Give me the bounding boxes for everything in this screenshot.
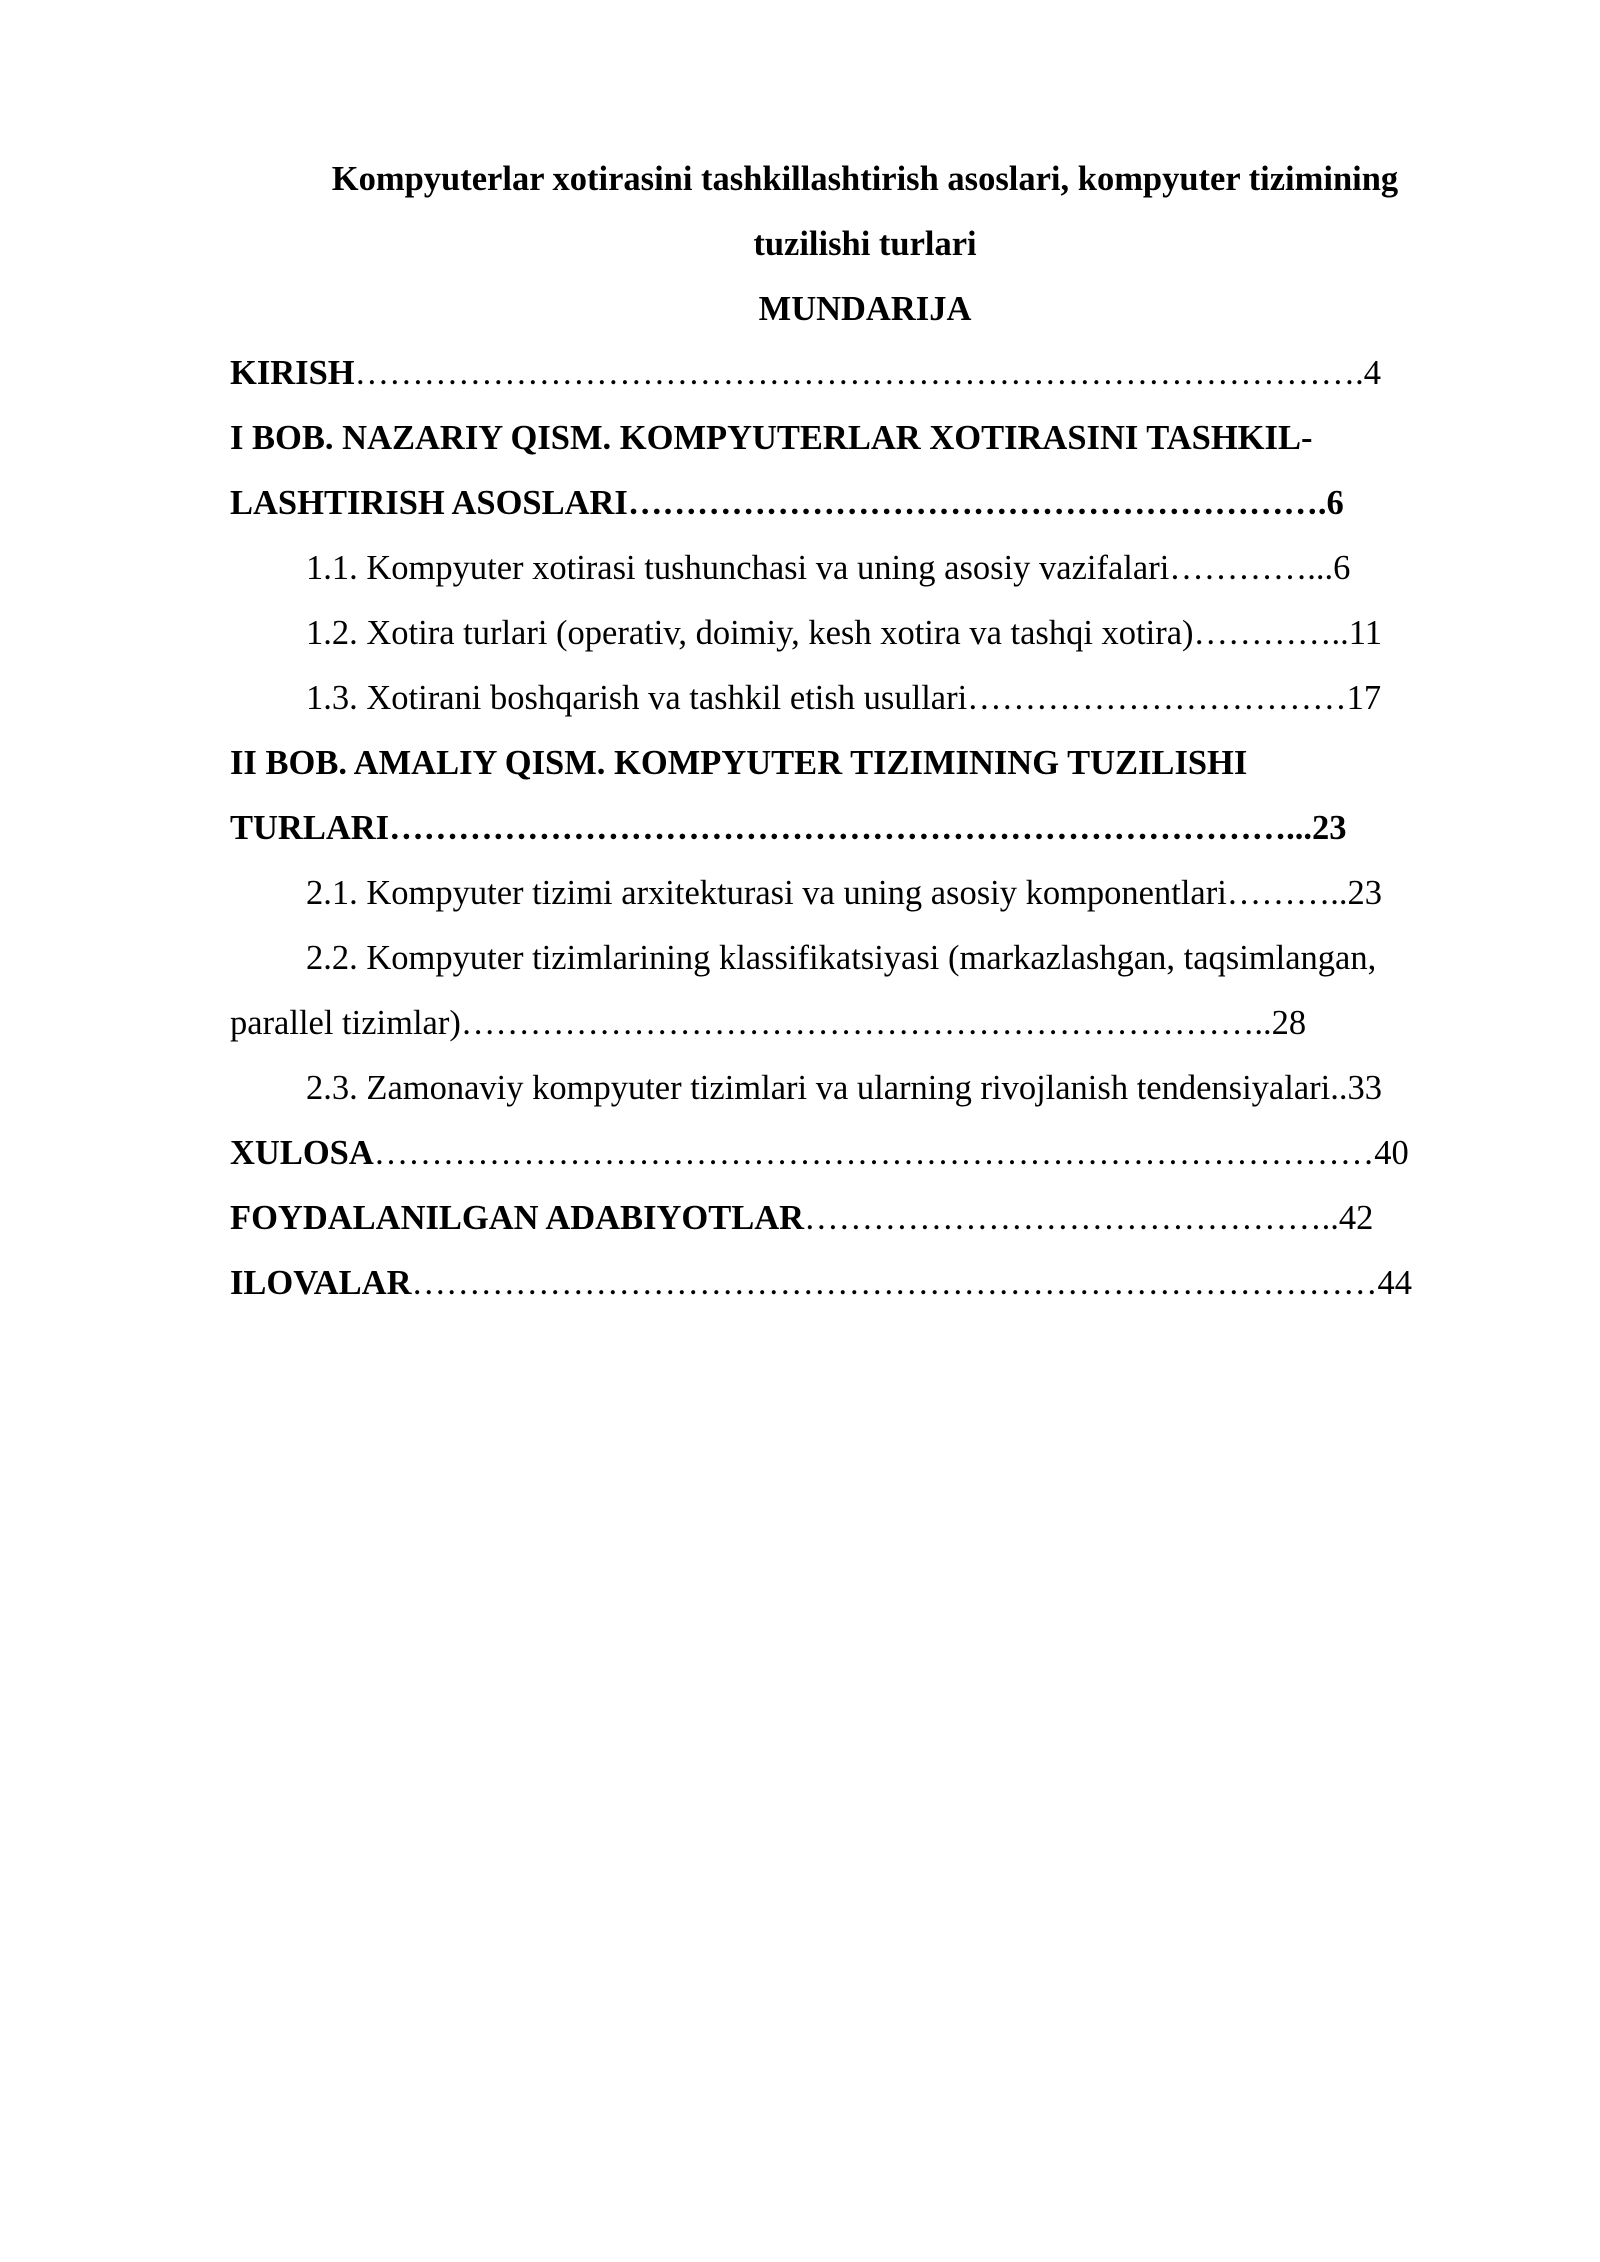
toc-leader: …………………………………………………………………………	[411, 1264, 1378, 1302]
toc-label: KIRISH	[230, 354, 355, 392]
toc-entry-2-2-line-2	[230, 991, 1500, 1056]
toc-leader: ……………………………	[967, 679, 1347, 717]
toc-entry-xulosa	[230, 1121, 1500, 1186]
toc-entry-chapter-1-line-2	[230, 471, 1500, 536]
toc-entry-ilovalar	[230, 1251, 1500, 1316]
toc-label: II BOB. AMALIY QISM. KOMPYUTER TIZIMINING TUZILISHI	[230, 744, 1248, 782]
toc-leader: ……………………………………………………………..	[460, 1004, 1272, 1042]
table-of-contents	[230, 341, 1500, 1316]
toc-label: FOYDALANILGAN ADABIYOTLAR	[230, 1199, 805, 1237]
toc-leader: ……………………………………………………………………………	[373, 1134, 1375, 1172]
toc-entry-chapter-1-line-1	[230, 406, 1500, 471]
toc-page-number: 6	[1333, 549, 1351, 587]
document-title-line-2: tuzilishi turlari	[753, 225, 977, 263]
toc-label: 1.2. Xotira turlari (operativ, doimiy, kesh xotira va tashqi xotira)	[306, 614, 1194, 652]
toc-label: I BOB. NAZARIY QISM. KOMPYUTERLAR XOTIRASINI TASHKIL-	[230, 419, 1313, 457]
toc-entry-1-1	[230, 536, 1500, 601]
toc-entry-kirish	[230, 341, 1500, 406]
toc-label: ILOVALAR	[230, 1264, 412, 1302]
toc-entry-1-3	[230, 666, 1500, 731]
toc-page-number: 23	[1311, 809, 1347, 847]
toc-entry-chapter-2-line-1	[230, 731, 1500, 796]
toc-leader: ………………………………………..	[804, 1199, 1339, 1237]
title-block	[230, 147, 1500, 342]
toc-entry-2-1	[230, 861, 1500, 926]
toc-page-number: 42	[1338, 1199, 1374, 1237]
toc-page-number: 28	[1271, 1004, 1307, 1042]
toc-heading: MUNDARIJA	[758, 290, 972, 328]
toc-label: XULOSA	[230, 1134, 374, 1172]
toc-label: parallel tizimlar)	[230, 1004, 461, 1042]
toc-page-number: 17	[1346, 679, 1382, 717]
toc-label: 2.2. Kompyuter tizimlarining klassifikatsiyasi (markazlashgan, taqsimlangan,	[306, 939, 1377, 977]
toc-label: LASHTIRISH ASOSLARI	[230, 484, 628, 522]
toc-entry-chapter-2-line-2	[230, 796, 1500, 861]
toc-leader: …………...	[1169, 549, 1334, 587]
toc-label: 1.3. Xotirani boshqarish va tashkil etish usullari	[306, 679, 968, 717]
toc-page-number: 4	[1363, 354, 1381, 392]
toc-leader: …………..	[1193, 614, 1349, 652]
toc-label: 1.1. Kompyuter xotirasi tushunchasi va uning asosiy vazifalari	[306, 549, 1170, 587]
toc-entry-adabiyotlar	[230, 1186, 1500, 1251]
toc-entry-2-2-line-1	[230, 926, 1500, 991]
toc-label: TURLARI	[230, 809, 390, 847]
toc-page-number: 11	[1348, 614, 1382, 652]
toc-label: 2.1. Kompyuter tizimi arxitekturasi va uning asosiy komponentlari	[306, 874, 1227, 912]
document-title-line-1: Kompyuterlar xotirasini tashkillashtirish asoslari, kompyuter tizimining	[331, 160, 1399, 198]
toc-page-number: 23	[1347, 874, 1383, 912]
toc-page-number: 44	[1377, 1264, 1412, 1302]
toc-leader: …………………………………………………….	[627, 484, 1327, 522]
toc-entry-1-2	[230, 601, 1500, 666]
toc-leader: ………..	[1226, 874, 1348, 912]
toc-page-number: 40	[1374, 1134, 1409, 1172]
toc-page-number: 6	[1326, 484, 1344, 522]
toc-leader: ……………………………………………………………………...	[389, 809, 1312, 847]
toc-entry-2-3	[230, 1056, 1500, 1121]
toc-label: 2.3. Zamonaviy kompyuter tizimlari va ularning rivojlanish tendensiyalari..	[306, 1069, 1348, 1107]
toc-leader: …………………………………………………………………………….	[354, 354, 1364, 392]
toc-page-number: 33	[1347, 1069, 1382, 1107]
